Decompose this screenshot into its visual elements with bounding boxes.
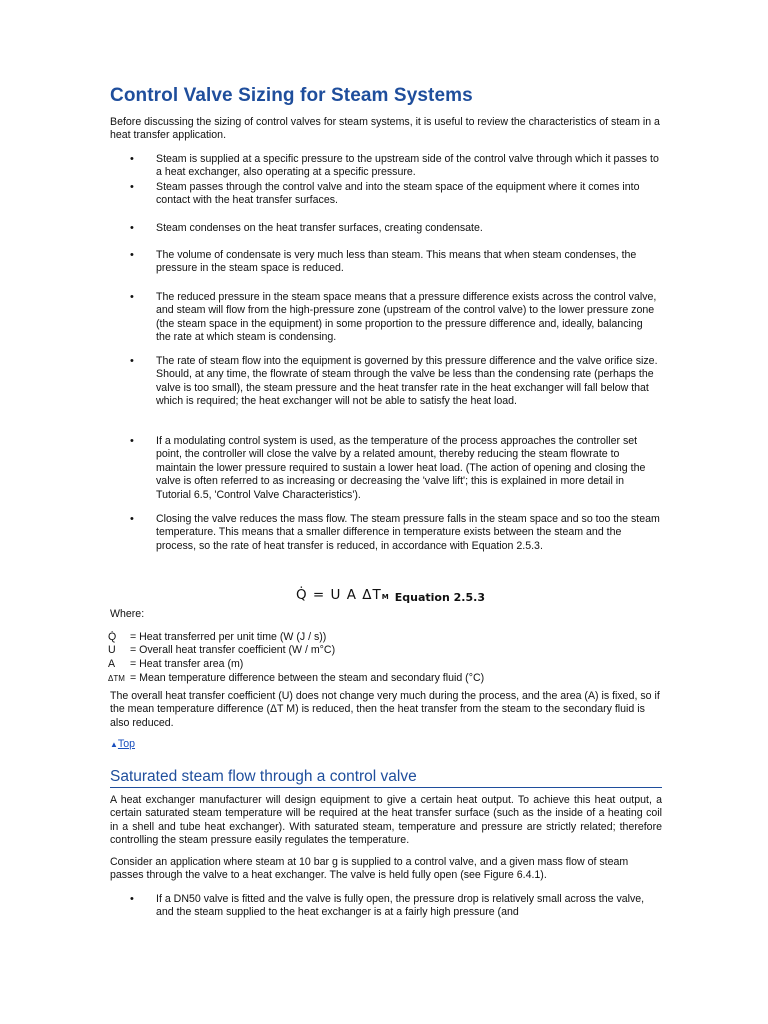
- definition-symbol: A: [108, 658, 116, 670]
- definition-row: [108, 644, 668, 658]
- bullet-icon: •: [130, 181, 134, 193]
- intro-paragraph: Before discussing the sizing of control valves for steam systems, it is useful to review the characteristics of steam in a heat transfer application.: [110, 116, 660, 142]
- list-item-text: Steam passes through the control valve and into the steam space of the equipment where it comes into contact with the heat transfer surfaces.: [156, 181, 640, 207]
- equation-label: Equation 2.5.3: [394, 591, 485, 604]
- definition-symbol: Q̇: [108, 631, 117, 643]
- bullet-icon: •: [130, 513, 134, 525]
- list-item-text: If a modulating control system is used, as the temperature of the process approaches the controller set point, the controller will close the valve by a related amount, thereby reducing the steam flowrate to maintain the lower pressure required to sustain a lower heat load. (The action of opening and closing the valve is often referred to as increasing or decreasing the 'valve lift'; this is explained in more detail in Tutorial 6.5, 'Control Valve Characteristics').: [156, 435, 646, 501]
- list-item-text: Steam is supplied at a specific pressure to the upstream side of the control valve through which it passes to a heat exchanger, also operating at a specific pressure.: [156, 153, 659, 179]
- equation: [296, 584, 485, 603]
- bullet-icon: •: [130, 153, 134, 165]
- definition-symbol: U: [108, 644, 116, 656]
- section-heading: Saturated steam flow through a control valve: [110, 768, 662, 788]
- list-item-text: The volume of condensate is very much less than steam. This means that when steam condenses, the pressure in the steam space is reduced.: [156, 249, 637, 275]
- list-item-text: Closing the valve reduces the mass flow. The steam pressure falls in the steam space and so too the steam temperature. This means that a smaller difference in temperature exists between the steam and the process, so the rate of heat transfer is reduced, in accordance with Equation 2.5.3.: [156, 513, 660, 552]
- equation-formula: Q̇ = U A ΔT: [296, 587, 382, 603]
- definition-symbol: ΔTM: [108, 674, 125, 683]
- list-item-text: Steam condenses on the heat transfer surfaces, creating condensate.: [156, 222, 483, 234]
- section-paragraph: Consider an application where steam at 10 bar g is supplied to a control valve, and a given mass flow of steam passes through the valve to a heat exchanger. The valve is held fully open (see Figure 6.4.1).: [110, 856, 629, 882]
- definition-text: = Overall heat transfer coefficient (W / m°C): [130, 644, 336, 656]
- page-title: Control Valve Sizing for Steam Systems: [110, 85, 473, 106]
- equation-subscript: M: [381, 593, 389, 601]
- bullet-icon: •: [130, 893, 134, 905]
- bullet-icon: •: [130, 222, 134, 234]
- definition-text: = Heat transferred per unit time (W (J / s)): [130, 631, 327, 643]
- where-label: Where:: [110, 608, 145, 620]
- list-item-text: If a DN50 valve is fitted and the valve is fully open, the pressure drop is relatively small across the valve, and the steam supplied to the heat exchanger is at a fairly high pressure (and: [156, 893, 645, 919]
- top-link-label: Top: [117, 738, 136, 750]
- definition-text: = Heat transfer area (m): [130, 658, 244, 670]
- section-paragraph: A heat exchanger manufacturer will design equipment to give a certain heat output. To achieve this heat output, a certain saturated steam temperature will be required at the heat transfer surface (such as the inside of a heating coil in a shell and tube heat exchanger). With saturated steam, temperature and pressure are strictly related; therefore controlling the steam pressure easily regulates the temperature.: [110, 794, 662, 847]
- definition-row: [108, 631, 668, 645]
- list-item-text: The reduced pressure in the steam space means that a pressure difference exists across the control valve, and steam will flow from the high-pressure zone (upstream of the control valve) to the lower pressure zone (the steam space in the equipment) in some proportion to the pressure difference and, ideally, balancing the rate at which steam is condensing.: [156, 291, 657, 344]
- bullet-icon: •: [130, 355, 134, 367]
- definition-row: [108, 672, 668, 686]
- bullet-icon: •: [130, 435, 134, 447]
- triangle-up-icon: ▲: [110, 740, 118, 749]
- top-link[interactable]: [110, 738, 135, 750]
- definition-text: = Mean temperature difference between the steam and secondary fluid (°C): [130, 672, 485, 684]
- bullet-icon: •: [130, 291, 134, 303]
- definition-row: [108, 658, 668, 672]
- overall-coefficient-paragraph: The overall heat transfer coefficient (U) does not change very much during the process, and the area (A) is fixed, so if the mean temperature difference (ΔT M) is reduced, then the heat transfer from the steam to the secondary fluid is also reduced.: [110, 690, 660, 729]
- bullet-icon: •: [130, 249, 134, 261]
- list-item-text: The rate of steam flow into the equipment is governed by this pressure difference and the valve orifice size. Should, at any time, the flowrate of steam through the valve be less than the condensing rate (perhaps the valve is too small), the steam pressure and the heat transfer rate in the heat exchanger will fall below that which is required; the heat exchanger will not be able to satisfy the heat load.: [156, 355, 658, 408]
